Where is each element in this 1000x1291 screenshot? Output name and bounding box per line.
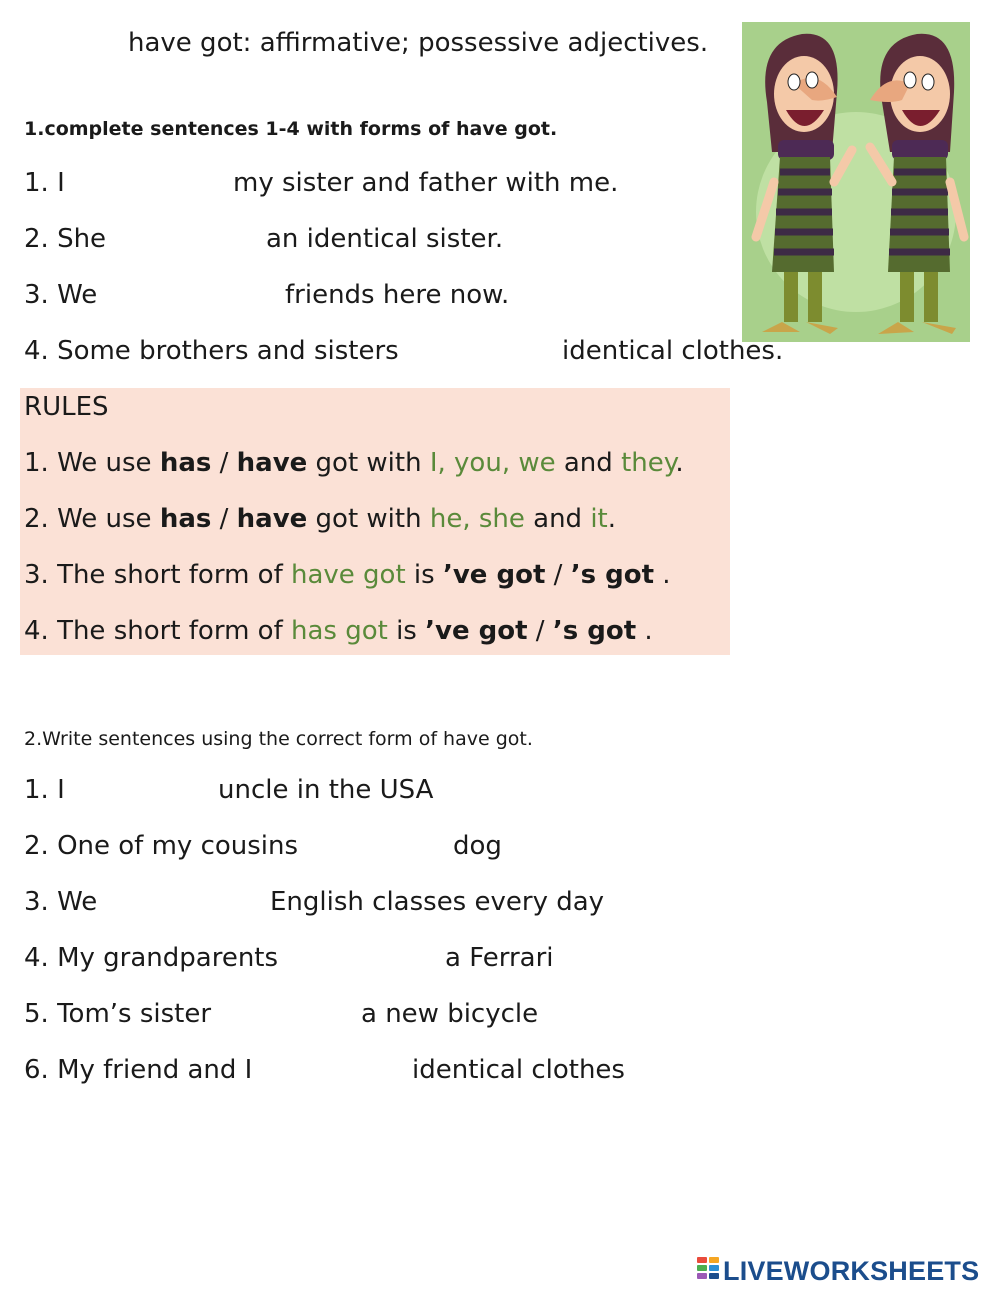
twin-girls-icon [742, 22, 970, 342]
exercise-2-item-1 [24, 775, 434, 805]
rule-text: 3. The short form of [24, 560, 291, 590]
rule-text: 1. We use [24, 448, 160, 478]
rule-separator: / [545, 560, 571, 590]
rule-bold-short-form: ’s got [570, 560, 654, 590]
rule-period: . [675, 448, 684, 478]
exercise-2-item-4 [24, 943, 554, 973]
rule-1 [24, 448, 684, 478]
rule-text: 2. We use [24, 504, 160, 534]
exercise-2-item-5 [24, 999, 539, 1029]
rule-pronoun: they [621, 448, 676, 478]
rule-bold-short-form: ’s got [552, 616, 637, 646]
exercise-2-heading: 2.Write sentences using the correct form of have got. [24, 728, 533, 750]
rule-period: . [607, 504, 617, 534]
rules-heading: RULES [24, 392, 109, 422]
liveworksheets-mark-icon [697, 1257, 719, 1285]
item-start: 3. We [24, 887, 98, 917]
item-end: identical clothes. [562, 336, 784, 366]
rule-text: 4. The short form of [24, 616, 291, 646]
rule-period: . [654, 560, 671, 590]
rule-bold-has: has [159, 448, 212, 478]
exercise-1-item-2 [24, 224, 504, 254]
exercise-2-item-2 [24, 831, 502, 861]
exercise-1-item-1 [24, 168, 619, 198]
item-end: my sister and father with me. [233, 168, 619, 198]
rule-bold-short-form: ’ve got [425, 616, 528, 646]
rule-green-term: have got [290, 560, 406, 590]
item-start: 4. Some brothers and sisters [24, 336, 399, 366]
rule-4 [24, 616, 653, 646]
exercise-1-item-3 [24, 280, 510, 310]
exercise-1-heading: 1.complete sentences 1-4 with forms of have got. [24, 118, 558, 140]
item-start: 1. I [24, 168, 65, 198]
exercise-1-item-4 [24, 336, 784, 366]
exercise-2-item-3 [24, 887, 605, 917]
rule-text: got with [307, 504, 430, 534]
item-end: friends here now. [285, 280, 510, 310]
logo-text: LIVEWORKSHEETS [723, 1255, 980, 1286]
rule-text: got with [307, 448, 430, 478]
item-end: a new bicycle [361, 999, 539, 1029]
rule-pronouns: he, she [429, 504, 525, 534]
item-start: 5. Tom’s sister [24, 999, 212, 1029]
rule-pronouns: I, you, we [429, 448, 556, 478]
rule-text: is [405, 560, 443, 590]
item-end: dog [453, 831, 502, 861]
rule-period: . [636, 616, 653, 646]
item-start: 2. She [24, 224, 107, 254]
item-start: 2. One of my cousins [24, 831, 299, 861]
rule-separator: / [211, 504, 237, 534]
rule-pronoun: it [590, 504, 608, 534]
illustration-twin-girls [742, 22, 970, 342]
rule-bold-short-form: ’ve got [442, 560, 546, 590]
item-start: 6. My friend and I [24, 1055, 253, 1085]
rule-bold-have: have [236, 448, 308, 478]
rule-bold-have: have [236, 504, 308, 534]
rule-separator: / [527, 616, 553, 646]
rule-text: and [524, 504, 591, 534]
item-start: 3. We [24, 280, 98, 310]
item-end: a Ferrari [445, 943, 554, 973]
rule-text: is [387, 616, 426, 646]
rule-green-term: has got [290, 616, 388, 646]
item-end: uncle in the USA [218, 775, 434, 805]
liveworksheets-logo [697, 1256, 979, 1286]
rule-3 [24, 560, 671, 590]
rule-2 [24, 504, 616, 534]
exercise-2-item-6 [24, 1055, 625, 1085]
item-end: English classes every day [270, 887, 605, 917]
rule-separator: / [211, 448, 237, 478]
worksheet-title: have got: affirmative; possessive adjectives. [128, 28, 709, 58]
item-end: identical clothes [412, 1055, 625, 1085]
item-start: 1. I [24, 775, 65, 805]
item-start: 4. My grandparents [24, 943, 279, 973]
item-end: an identical sister. [266, 224, 504, 254]
rule-bold-has: has [159, 504, 212, 534]
rule-text: and [555, 448, 622, 478]
